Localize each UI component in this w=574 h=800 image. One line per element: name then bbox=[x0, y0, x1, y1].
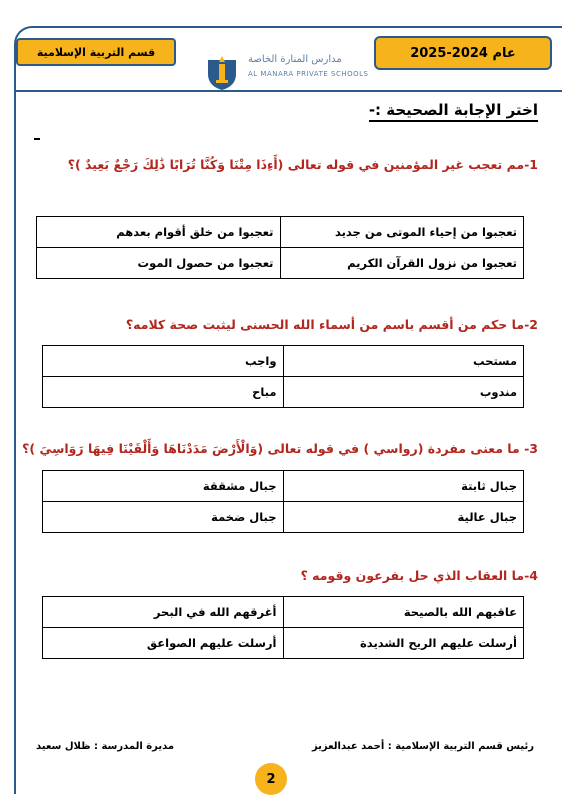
option-2d[interactable]: مباح bbox=[43, 377, 284, 408]
option-4a[interactable]: عاقبهم الله بالصيحة bbox=[283, 597, 524, 628]
page-border bbox=[14, 26, 562, 794]
question-2: 2-ما حكم من أقسم باسم من أسماء الله الحسنى ليثبت صحة كلامه؟ bbox=[125, 317, 538, 332]
option-3c[interactable]: جبال عالية bbox=[283, 502, 524, 533]
option-4b[interactable]: أغرقهم الله في البحر bbox=[43, 597, 284, 628]
option-3a[interactable]: جبال ثابتة bbox=[283, 471, 524, 502]
options-table-2 bbox=[42, 345, 524, 408]
principal-signature: مديرة المدرسة : ظلال سعيد bbox=[36, 741, 175, 752]
department-head-signature: رئيس قسم التربية الإسلامية : أحمد عبدالعزيز bbox=[311, 741, 534, 752]
option-2a[interactable]: مستحب bbox=[283, 346, 524, 377]
year-box: عام 2024-2025 bbox=[374, 36, 552, 70]
department-box: قسم التربية الإسلامية bbox=[16, 38, 176, 66]
question-4: 4-ما العقاب الذي حل بفرعون وقومه ؟ bbox=[300, 568, 538, 583]
school-name-arabic: مدارس المنارة الخاصة bbox=[248, 54, 342, 65]
options-table-1 bbox=[36, 216, 524, 279]
option-1c[interactable]: تعجبوا من نزول القرآن الكريم bbox=[280, 248, 524, 279]
header-divider bbox=[14, 90, 562, 92]
question-3: 3- ما معنى مفردة (رواسي ) في قوله تعالى (وَالْأَرْضَ مَدَدْنَاهَا وَأَلْقَيْنَا فِيهَا رَوَاسِيَ )؟ bbox=[22, 441, 538, 456]
school-name-english: AL MANARA PRIVATE SCHOOLS bbox=[248, 70, 369, 78]
option-4c[interactable]: أرسلت عليهم الريح الشديدة bbox=[283, 628, 524, 659]
options-table-4 bbox=[42, 596, 524, 659]
question-1: 1-مم تعجب غير المؤمنين في قوله تعالى (أَءِذَا مِتْنَا وَكُنَّا تُرَابًا ذَٰلِكَ رَجْعٌ بَعِيدٌ )؟ bbox=[67, 157, 538, 172]
page-number: 2 bbox=[255, 763, 287, 795]
option-1d[interactable]: تعجبوا من حصول الموت bbox=[37, 248, 281, 279]
option-3b[interactable]: جبال مشققة bbox=[43, 471, 284, 502]
school-logo-icon bbox=[202, 52, 242, 92]
options-table-3 bbox=[42, 470, 524, 533]
option-1b[interactable]: تعجبوا من خلق أقوام بعدهم bbox=[37, 217, 281, 248]
instruction-heading: اختر الإجابة الصحيحة :- bbox=[369, 101, 538, 122]
option-2c[interactable]: مندوب bbox=[283, 377, 524, 408]
option-3d[interactable]: جبال ضخمة bbox=[43, 502, 284, 533]
option-4d[interactable]: أرسلت عليهم الصواعق bbox=[43, 628, 284, 659]
dash-mark bbox=[34, 138, 40, 140]
option-2b[interactable]: واجب bbox=[43, 346, 284, 377]
option-1a[interactable]: تعجبوا من إحياء الموتى من جديد bbox=[280, 217, 524, 248]
